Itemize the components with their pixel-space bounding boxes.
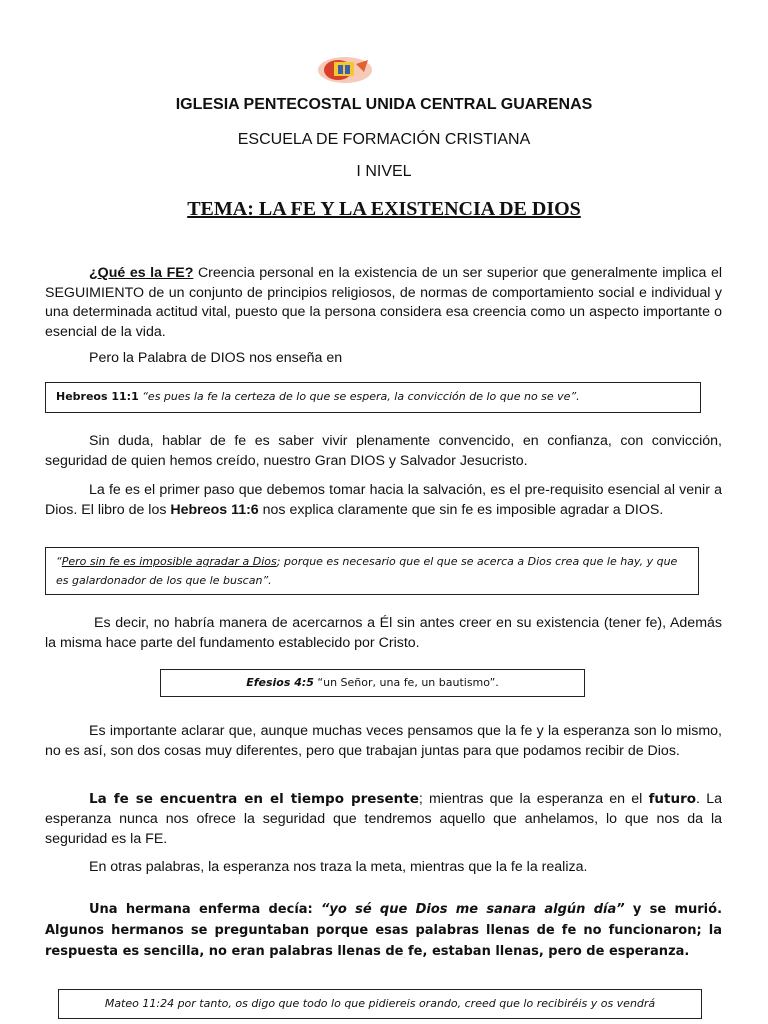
page-title: TEMA: LA FE Y LA EXISTENCIA DE DIOS	[187, 198, 581, 220]
quote-open-mark: “	[56, 555, 62, 568]
church-logo	[316, 52, 374, 86]
level-label: I NIVEL	[356, 163, 412, 180]
quote-box-hebreos-11-1	[45, 382, 701, 413]
paragraph-first-step	[45, 481, 722, 520]
quote-box-hebreos-11-6	[45, 547, 699, 595]
quote-underlined: Pero sin fe es imposible agradar a Dios	[61, 555, 277, 568]
quote-ref: Efesios 4:5	[246, 676, 314, 689]
paragraph-intro-word	[45, 349, 722, 369]
first-step-ref: Hebreos 11:6	[170, 501, 259, 518]
present-mid: ; mientras que la esperanza en el	[418, 791, 649, 807]
quote-text: Mateo 11:24 por tanto, os digo que todo lo que pidiereis orando, creed que lo recibiréis y os vendrá	[104, 997, 656, 1010]
quote-box-efesios-4-5	[160, 669, 585, 697]
story-text-b: y se murió. Algunos hermanos se preguntaban porque esas palabras llenas de fe no funcionaron; la respuesta es sencilla, no eran palabras llenas de fe, estaban llenas, pero de esperanza.	[45, 902, 723, 959]
paragraph-approach	[45, 614, 722, 653]
church-name: IGLESIA PENTECOSTAL UNIDA CENTRAL GUARENAS	[175, 96, 593, 113]
faith-definition: Creencia personal en la existencia de un ser superior que generalmente implica el SEGUIMIENTO de un conjunto de principios religiosos, de normas de comportamiento social e individual y una determinada actitud vital, puesto que la persona considera esa creencia como un aspecto importante o esencial de la vida.	[45, 265, 722, 340]
other-words-text: En otras palabras, la esperanza nos traza la meta, mientras que la fe la realiza.	[89, 859, 588, 875]
quote-box-mateo-11-24	[58, 989, 702, 1019]
story-quote: “yo sé que Dios me sanara algún día”	[321, 902, 625, 917]
present-end: . La esperanza nunca nos ofrece la seguridad que tendremos aquello que anhelamos, lo que nos da la seguridad es la FE.	[45, 791, 722, 847]
paragraph-conviction	[45, 432, 722, 471]
quote-text: “un Señor, una fe, un bautismo”.	[313, 676, 499, 689]
paragraph-other-words	[45, 858, 722, 878]
paragraph-sister-story	[45, 899, 722, 962]
paragraph-present-future	[45, 789, 722, 849]
faith-hope-text: Es importante aclarar que, aunque muchas veces pensamos que la fe y la esperanza son lo mismo, no es así, son dos cosas muy diferentes, pero que trabajan juntas para que podamos recibir de Dios.	[45, 723, 722, 759]
present-bold: La fe se encuentra en el tiempo presente	[89, 791, 419, 807]
paragraph-what-is-faith	[45, 264, 722, 342]
future-bold: futuro	[648, 791, 697, 807]
faith-question: ¿Qué es la FE?	[89, 265, 194, 281]
conviction-text: Sin duda, hablar de fe es saber vivir plenamente convencido, en confianza, con convicción, seguridad de quien hemos creído, nuestro Gran DIOS y Salvador Jesucristo.	[45, 433, 722, 469]
quote-rest: ; porque es necesario que el que se acerca a Dios crea que le hay, y que es galardonador de los que le buscan”.	[56, 555, 678, 587]
paragraph-faith-hope	[45, 722, 722, 761]
story-text-a: Una hermana enferma decía:	[89, 902, 322, 917]
quote-text: “es pues la fe la certeza de lo que se espera, la convicción de lo que no se ve”.	[138, 390, 580, 403]
first-step-text-a: La fe es el primer paso que debemos tomar hacia la salvación, es el pre-requisito esencial al venir a Dios. El libro de los	[45, 482, 722, 518]
approach-text: Es decir, no habría manera de acercarnos a Él sin antes creer en su existencia (tener fe), Además la misma hace parte del fundamento establecido por Cristo.	[45, 615, 722, 651]
school-name: ESCUELA DE FORMACIÓN CRISTIANA	[237, 131, 531, 148]
intro-word-text: Pero la Palabra de DIOS nos enseña en	[89, 350, 343, 366]
first-step-text-b: nos explica claramente que sin fe es imposible agradar a DIOS.	[258, 501, 664, 518]
quote-ref: Hebreos 11:1	[56, 390, 139, 403]
